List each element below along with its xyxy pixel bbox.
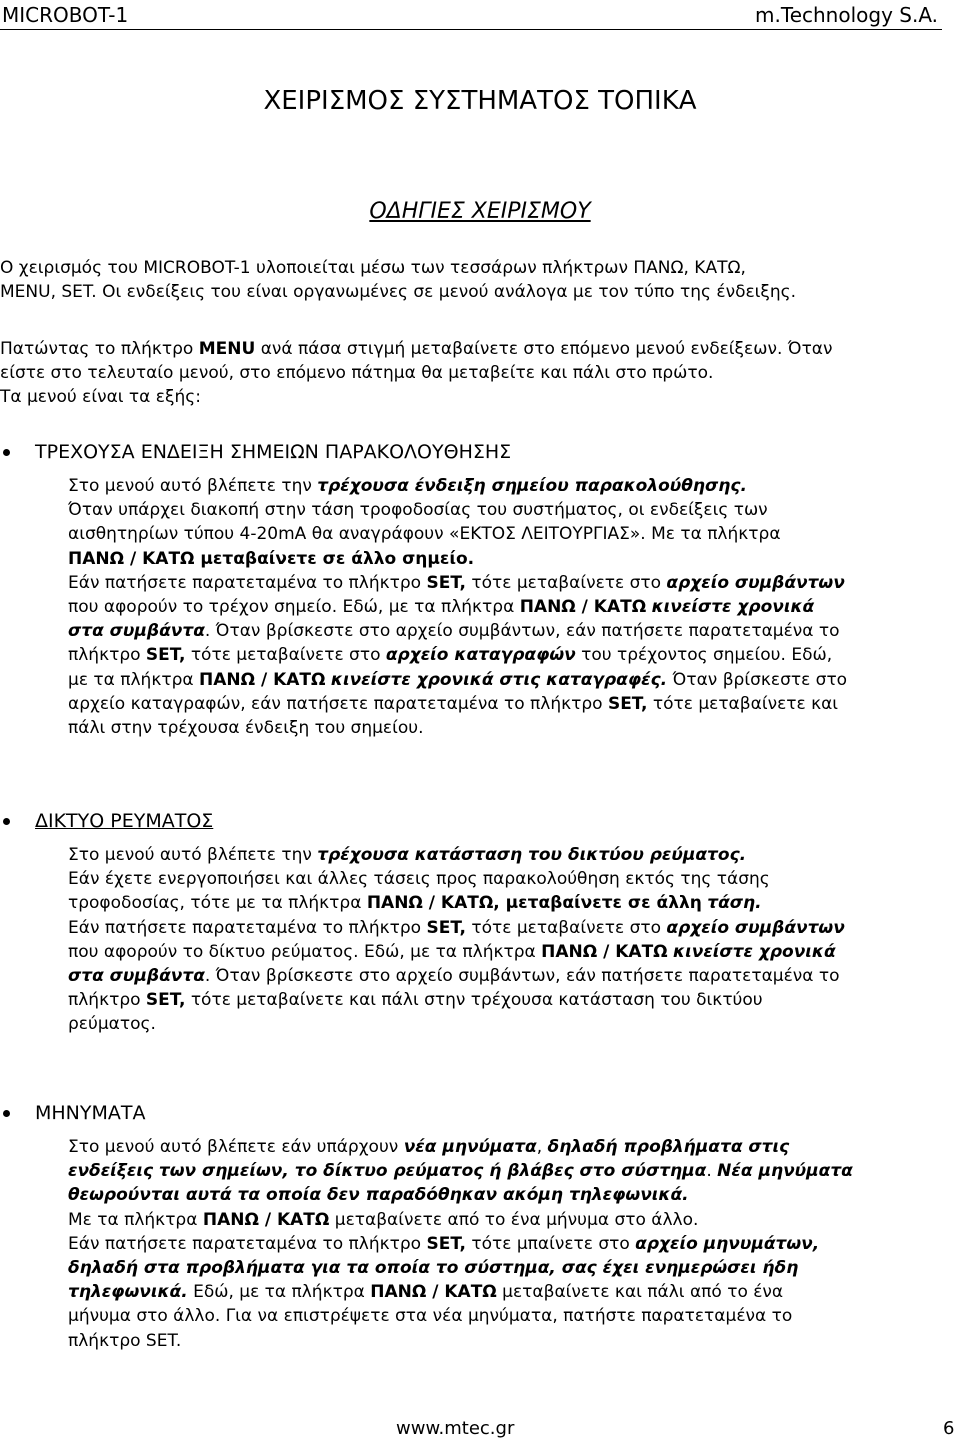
footer-website: www.mtec.gr xyxy=(396,1418,515,1439)
text-line: πλήκτρο SET. xyxy=(68,1330,182,1351)
text-line: πλήκτρο SET, τότε μεταβαίνετε στο αρχείο καταγραφών του τρέχοντος σημείου. Εδώ, xyxy=(68,645,833,666)
header-doc-name: MICROBOT-1 xyxy=(2,3,129,27)
text-line: Στο μενού αυτό βλέπετε την τρέχουσα κατάσταση του δικτύου ρεύματος. xyxy=(68,845,747,865)
text-line: μήνυμα στο άλλο. Για να επιστρέψετε στα νέα μηνύματα, πατήστε παρατεταμένα το xyxy=(68,1306,793,1327)
text-line: θεωρούνται αυτά τα οποία δεν παραδόθηκαν ακόμη τηλεφωνικά. xyxy=(68,1185,689,1206)
bullet-icon xyxy=(0,446,12,458)
text-line: αρχείο καταγραφών, εάν πατήσετε παρατεταμένα το πλήκτρο SET, τότε μεταβαίνετε και xyxy=(68,693,839,714)
section-heading-text: ΔΙΚΤΥΟ ΡΕΥΜΑΤΟΣ xyxy=(35,810,214,832)
text-line: Πατώντας το πλήκτρο MENU ανά πάσα στιγμή μεταβαίνετε στο επόμενο μενού ενδείξεων. Όταν xyxy=(0,339,833,359)
section-heading-power-network xyxy=(35,809,213,833)
page-number: 6 xyxy=(943,1418,955,1439)
text-line: δηλαδή στα προβλήματα για τα οποία το σύστημα, σας έχει ενημερώσει ήδη xyxy=(68,1258,799,1279)
text-line: στα συμβάντα. Όταν βρίσκεστε στο αρχείο συμβάντων, εάν πατήσετε παρατεταμένα το xyxy=(68,966,840,987)
text-line: τροφοδοσίας, τότε με τα πλήκτρα ΠΑΝΩ / ΚΑΤΩ, μεταβαίνετε σε άλλη τάση. xyxy=(68,893,762,914)
section-body-power-network xyxy=(68,843,958,1037)
text-line: είστε στο τελευταίο μενού, στο επόμενο πάτημα θα μεταβείτε και πάλι στο πρώτο. xyxy=(0,363,714,384)
text-line: αισθητηρίων τύπου 4-20mA θα αναγράφουν «ΕΚΤΟΣ ΛΕΙΤΟΥΡΓΙΑΣ». Με τα πλήκτρα xyxy=(68,524,781,545)
text-line: Εάν πατήσετε παρατεταμένα το πλήκτρο SET, τότε μεταβαίνετε στο αρχείο συμβάντων xyxy=(68,917,845,938)
text-line: Εάν έχετε ενεργοποιήσει και άλλες τάσεις προς παρακολούθηση εκτός της τάσης xyxy=(68,869,770,890)
text-line: Όταν υπάρχει διακοπή στην τάση τροφοδοσίας του συστήματος, οι ενδείξεις των xyxy=(68,500,768,521)
bullet-icon xyxy=(0,815,12,827)
text-line: ενδείξεις των σημείων, το δίκτυο ρεύματος ή βλάβες στο σύστημα. Νέα μηνύματα xyxy=(68,1161,853,1182)
text-line: πλήκτρο SET, τότε μεταβαίνετε και πάλι στην τρέχουσα κατάσταση του δικτύου xyxy=(68,990,763,1011)
text-line: Εάν πατήσετε παρατεταμένα το πλήκτρο SET, τότε μεταβαίνετε στο αρχείο συμβάντων xyxy=(68,572,845,593)
text-line: τηλεφωνικά. Εδώ, με τα πλήκτρα ΠΑΝΩ / ΚΑΤΩ μεταβαίνετε και πάλι από το ένα xyxy=(68,1282,784,1303)
text-line: με τα πλήκτρα ΠΑΝΩ / ΚΑΤΩ κινείστε χρονικά στις καταγραφές. Όταν βρίσκεστε στο xyxy=(68,669,848,690)
text-line: πάλι στην τρέχουσα ένδειξη του σημείου. xyxy=(68,718,424,739)
section-heading-text: ΤΡΕΧΟΥΣΑ ΕΝΔΕΙΞΗ ΣΗΜΕΙΩΝ ΠΑΡΑΚΟΛΟΥΘΗΣΗΣ xyxy=(35,441,512,463)
page-title: ΧΕΙΡΙΣΜΟΣ ΣΥΣΤΗΜΑΤΟΣ ΤΟΠΙΚΑ xyxy=(263,86,697,116)
section-heading-current-reading xyxy=(35,440,511,464)
intro-paragraph xyxy=(0,256,940,304)
header-divider xyxy=(0,29,942,30)
section-body-messages xyxy=(68,1135,958,1353)
text-line: Εάν πατήσετε παρατεταμένα το πλήκτρο SET, τότε μπαίνετε στο αρχείο μηνυμάτων, xyxy=(68,1233,820,1254)
text-line: ρεύματος. xyxy=(68,1014,156,1035)
text-line: στα συμβάντα. Όταν βρίσκεστε στο αρχείο συμβάντων, εάν πατήσετε παρατεταμένα το xyxy=(68,621,840,642)
text-line: Στο μενού αυτό βλέπετε την τρέχουσα ένδειξη σημείου παρακολούθησης. xyxy=(68,476,747,496)
header-company: m.Technology S.A. xyxy=(755,3,938,27)
text-line: Στο μενού αυτό βλέπετε εάν υπάρχουν νέα μηνύματα, δηλαδή προβλήματα στις xyxy=(68,1137,790,1157)
menu-paragraph xyxy=(0,337,940,410)
section-heading-text: ΜΗΝΥΜΑΤΑ xyxy=(35,1102,146,1124)
section-heading-messages xyxy=(35,1101,146,1125)
text-line: που αφορούν το τρέχον σημείο. Εδώ, με τα πλήκτρα ΠΑΝΩ / ΚΑΤΩ κινείστε χρονικά xyxy=(68,597,815,618)
text-line: Τα μενού είναι τα εξής: xyxy=(0,387,201,408)
text-line: MENU, SET. Οι ενδείξεις του είναι οργανωμένες σε μενού ανάλογα με τον τύπο της ένδειξης. xyxy=(0,282,797,303)
text-line: που αφορούν το δίκτυο ρεύματος. Εδώ, με τα πλήκτρα ΠΑΝΩ / ΚΑΤΩ κινείστε χρονικά xyxy=(68,941,836,962)
section-body-current-reading xyxy=(68,474,958,740)
text-line: Με τα πλήκτρα ΠΑΝΩ / ΚΑΤΩ μεταβαίνετε από το ένα μήνυμα στο άλλο. xyxy=(68,1209,699,1230)
text-line: Ο χειρισμός του MICROBOT-1 υλοποιείται μέσω των τεσσάρων πλήκτρων ΠΑΝΩ, ΚΑΤΩ, xyxy=(0,258,746,278)
bullet-icon xyxy=(0,1107,12,1119)
text-line: ΠΑΝΩ / ΚΑΤΩ μεταβαίνετε σε άλλο σημείο. xyxy=(68,548,475,569)
page-subtitle: ΟΔΗΓΙΕΣ ΧΕΙΡΙΣΜΟΥ xyxy=(369,199,591,224)
